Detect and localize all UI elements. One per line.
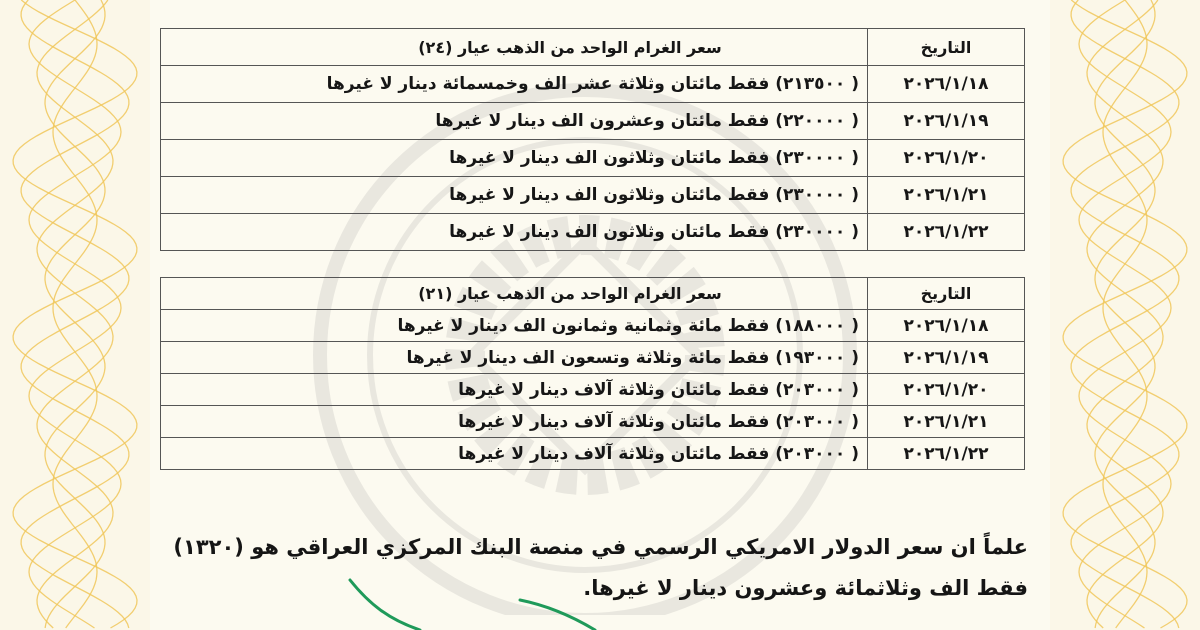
date-cell: ٢٠٢٦/١/٢٢	[868, 214, 1025, 251]
date-cell: ٢٠٢٦/١/١٩	[868, 342, 1025, 374]
date-column-header: التاريخ	[868, 29, 1025, 66]
price-cell: ( ٢٠٣٠٠٠) فقط مائتان وثلاثة آلاف دينار لا غيرها	[161, 438, 868, 470]
price-cell: ( ٢٣٠٠٠٠) فقط مائتان وثلاثون الف دينار لا غيرها	[161, 177, 868, 214]
table-row	[161, 310, 1025, 342]
price-cell: ( ٢٢٠٠٠٠) فقط مائتان وعشرون الف دينار لا غيرها	[161, 103, 868, 140]
date-cell: ٢٠٢٦/١/١٩	[868, 103, 1025, 140]
gold-21k-price-table	[160, 277, 1025, 470]
right-guilloche-border	[1050, 0, 1200, 630]
table-row	[161, 374, 1025, 406]
price-column-header: سعر الغرام الواحد من الذهب عيار (٢١)	[161, 278, 868, 310]
table-row	[161, 177, 1025, 214]
date-cell: ٢٠٢٦/١/١٨	[868, 66, 1025, 103]
price-cell: ( ١٩٣٠٠٠) فقط مائة وثلاثة وتسعون الف دينار لا غيرها	[161, 342, 868, 374]
date-cell: ٢٠٢٦/١/٢١	[868, 406, 1025, 438]
price-cell: ( ١٨٨٠٠٠) فقط مائة وثمانية وثمانون الف دينار لا غيرها	[161, 310, 868, 342]
price-cell: ( ٢١٣٥٠٠) فقط مائتان وثلاثة عشر الف وخمسمائة دينار لا غيرها	[161, 66, 868, 103]
date-cell: ٢٠٢٦/١/٢٠	[868, 374, 1025, 406]
date-cell: ٢٠٢٦/١/٢٢	[868, 438, 1025, 470]
price-cell: ( ٢٠٣٠٠٠) فقط مائتان وثلاثة آلاف دينار لا غيرها	[161, 406, 868, 438]
price-cell: ( ٢٣٠٠٠٠) فقط مائتان وثلاثون الف دينار لا غيرها	[161, 140, 868, 177]
table-row	[161, 140, 1025, 177]
table-header-row	[161, 29, 1025, 66]
date-cell: ٢٠٢٦/١/١٨	[868, 310, 1025, 342]
dollar-rate-note-line1: علماً ان سعر الدولار الامريكي الرسمي في منصة البنك المركزي العراقي هو (١٣٢٠)	[173, 535, 1028, 559]
gold-24k-price-table	[160, 28, 1025, 251]
table-row	[161, 214, 1025, 251]
table-row	[161, 438, 1025, 470]
price-cell: ( ٢٣٠٠٠٠) فقط مائتان وثلاثون الف دينار لا غيرها	[161, 214, 868, 251]
date-column-header: التاريخ	[868, 278, 1025, 310]
date-cell: ٢٠٢٦/١/٢٠	[868, 140, 1025, 177]
table-row	[161, 66, 1025, 103]
price-cell: ( ٢٠٣٠٠٠) فقط مائتان وثلاثة آلاف دينار لا غيرها	[161, 374, 868, 406]
table-row	[161, 103, 1025, 140]
date-cell: ٢٠٢٦/١/٢١	[868, 177, 1025, 214]
table-row	[161, 406, 1025, 438]
table-row	[161, 342, 1025, 374]
dollar-rate-note-line2: فقط الف وثلاثمائة وعشرون دينار لا غيرها.	[583, 576, 1028, 600]
signature-stroke	[330, 560, 630, 630]
price-column-header: سعر الغرام الواحد من الذهب عيار (٢٤)	[161, 29, 868, 66]
table-header-row	[161, 278, 1025, 310]
left-guilloche-border	[0, 0, 150, 630]
